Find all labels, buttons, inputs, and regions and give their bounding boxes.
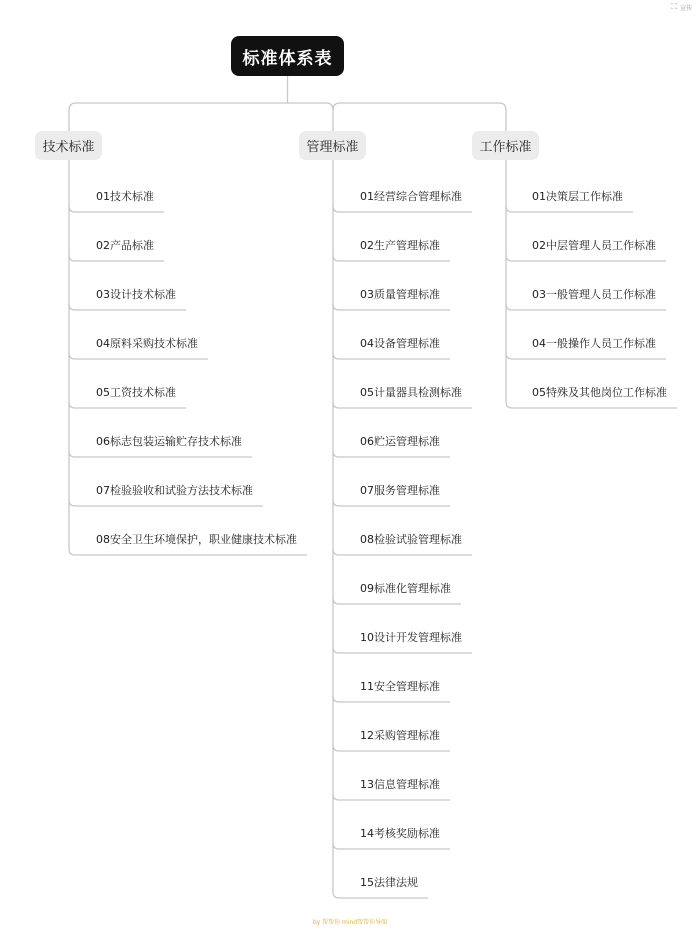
branch-node[interactable]: 管理标准	[299, 131, 366, 160]
item-connector	[333, 304, 450, 310]
bus-right	[333, 103, 506, 131]
leaf-node[interactable]: 02生产管理标准	[360, 239, 440, 252]
item-connector	[69, 402, 186, 408]
item-connector	[333, 451, 450, 457]
item-connector	[333, 255, 450, 261]
leaf-node[interactable]: 01技术标准	[96, 190, 154, 203]
item-connector	[333, 647, 472, 653]
item-connector	[506, 353, 666, 359]
leaf-node[interactable]: 11安全管理标准	[360, 680, 440, 693]
leaf-node[interactable]: 03一般管理人员工作标准	[532, 288, 656, 301]
branch-node[interactable]: 工作标准	[472, 131, 539, 160]
leaf-node[interactable]: 04一般操作人员工作标准	[532, 337, 656, 350]
leaf-node[interactable]: 01决策层工作标准	[532, 190, 623, 203]
leaf-node[interactable]: 04设备管理标准	[360, 337, 440, 350]
root-node[interactable]: 标准体系表	[231, 36, 344, 76]
leaf-node[interactable]: 02中层管理人员工作标准	[532, 239, 656, 252]
bus-left	[69, 103, 333, 131]
leaf-node[interactable]: 09标准化管理标准	[360, 582, 451, 595]
item-connector	[69, 304, 186, 310]
leaf-node[interactable]: 03质量管理标准	[360, 288, 440, 301]
leaf-node[interactable]: 04原料采购技术标准	[96, 337, 198, 350]
item-connector	[506, 402, 677, 408]
item-connector	[69, 255, 164, 261]
item-connector	[69, 206, 164, 212]
share-icon: ⛶	[671, 2, 677, 11]
leaf-node[interactable]: 07检验验收和试验方法技术标准	[96, 484, 253, 497]
item-connector	[333, 892, 428, 898]
item-connector	[333, 745, 450, 751]
item-connector	[333, 353, 450, 359]
item-connector	[69, 451, 252, 457]
leaf-node[interactable]: 08检验试验管理标准	[360, 533, 462, 546]
leaf-node[interactable]: 12采购管理标准	[360, 729, 440, 742]
watermark-text: 宣传	[679, 4, 692, 12]
item-connector	[333, 843, 450, 849]
item-connector	[333, 549, 472, 555]
item-connector	[333, 794, 450, 800]
leaf-node[interactable]: 06贮运管理标准	[360, 435, 440, 448]
item-connector	[333, 402, 472, 408]
leaf-node[interactable]: 01经营综合管理标准	[360, 190, 462, 203]
leaf-node[interactable]: 07服务管理标准	[360, 484, 440, 497]
leaf-node[interactable]: 15法律法规	[360, 876, 418, 889]
item-connector	[69, 549, 307, 555]
item-connector	[333, 206, 472, 212]
leaf-node[interactable]: 05工资技术标准	[96, 386, 176, 399]
item-connector	[333, 696, 450, 702]
item-connector	[333, 500, 450, 506]
item-connector	[333, 598, 461, 604]
item-connector	[69, 353, 208, 359]
footer-credit: by 帮帮你 mind帮帮你导图	[312, 919, 388, 926]
watermark	[671, 2, 692, 12]
item-connector	[69, 500, 263, 506]
item-connector	[506, 304, 666, 310]
leaf-node[interactable]: 10设计开发管理标准	[360, 631, 462, 644]
item-connector	[506, 206, 633, 212]
leaf-node[interactable]: 06标志包装运输贮存技术标准	[96, 435, 242, 448]
leaf-node[interactable]: 08安全卫生环境保护，职业健康技术标准	[96, 533, 297, 546]
branch-node[interactable]: 技术标准	[35, 131, 102, 160]
item-connector	[506, 255, 666, 261]
leaf-node[interactable]: 05特殊及其他岗位工作标准	[532, 386, 667, 399]
leaf-node[interactable]: 03设计技术标准	[96, 288, 176, 301]
leaf-node[interactable]: 02产品标准	[96, 239, 154, 252]
leaf-node[interactable]: 05计量器具检测标准	[360, 386, 462, 399]
leaf-node[interactable]: 13信息管理标准	[360, 778, 440, 791]
leaf-node[interactable]: 14考核奖励标准	[360, 827, 440, 840]
